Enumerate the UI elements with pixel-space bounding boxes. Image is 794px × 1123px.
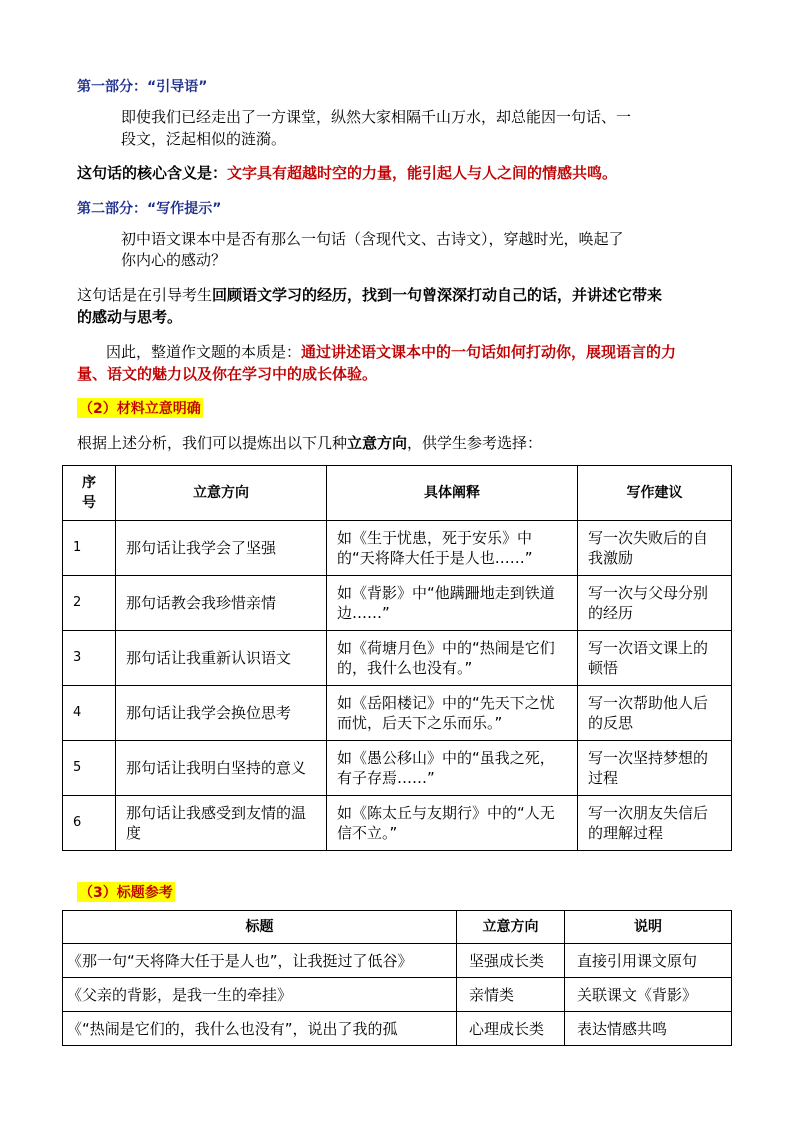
core-meaning <box>77 162 617 183</box>
row-note: 表达情感共鸣 <box>565 1012 732 1046</box>
table-row <box>63 741 732 796</box>
row-direction: 那句话让我感受到友情的温度 <box>116 796 327 851</box>
table-row <box>63 631 732 686</box>
essence-prefix: 因此，整道作文题的本质是： <box>106 343 302 361</box>
row-advice: 写一次失败后的自我激励 <box>578 521 732 576</box>
row-explain: 如《背影》中“他蹒跚地走到铁道边……” <box>327 576 578 631</box>
header-direction: 立意方向 <box>457 911 565 944</box>
direction-table <box>62 465 732 851</box>
row-direction: 那句话让我学会了坚强 <box>116 521 327 576</box>
header-note: 说明 <box>565 911 732 944</box>
essence-red1: 通过讲述语文课本中的一句话如何打动你，展现语言的力 <box>301 343 677 361</box>
row-advice: 写一次帮助他人后的反思 <box>578 686 732 741</box>
table-row <box>63 978 732 1012</box>
row-explain: 如《荷塘月色》中的“热闹是它们的，我什么也没有。” <box>327 631 578 686</box>
row-direction: 那句话让我明白坚持的意义 <box>116 741 327 796</box>
table-row <box>63 576 732 631</box>
header-title: 标题 <box>63 911 457 944</box>
part2-quote-line1: 初中语文课本中是否有那么一句话（含现代文、古诗文），穿越时光，唤起了 <box>121 230 624 248</box>
row-title: 《父亲的背影，是我一生的牵挂》 <box>63 978 457 1012</box>
section3-heading: （3）标题参考 <box>77 882 175 902</box>
row-no: 3 <box>63 631 116 686</box>
part2-quote-line2: 你内心的感动？ <box>121 251 227 269</box>
row-direction: 那句话让我学会换位思考 <box>116 686 327 741</box>
section2-intro <box>77 432 542 453</box>
part1-quote-line2: 段文，泛起相似的涟漪。 <box>121 130 287 148</box>
essence-line1 <box>106 341 676 362</box>
row-no: 1 <box>63 521 116 576</box>
direction-table-header <box>63 466 732 521</box>
header-direction: 立意方向 <box>116 466 327 521</box>
part1-label: 第一部分： <box>77 79 147 95</box>
core-label: 这句话的核心含义是： <box>77 164 228 182</box>
part1-heading <box>77 76 207 96</box>
row-no: 6 <box>63 796 116 851</box>
row-direction: 那句话让我重新认识语文 <box>116 631 327 686</box>
row-direction: 亲情类 <box>457 978 565 1012</box>
header-explain: 具体阐释 <box>327 466 578 521</box>
row-no: 2 <box>63 576 116 631</box>
guide-bold2: 的感动与思考。 <box>77 308 183 326</box>
title-table-header <box>63 911 732 944</box>
title-table <box>62 910 732 1046</box>
row-note: 关联课文《背影》 <box>565 978 732 1012</box>
part2-title: “写作提示” <box>147 201 222 217</box>
row-explain: 如《愚公移山》中的“虽我之死，有子存焉……” <box>327 741 578 796</box>
row-no: 5 <box>63 741 116 796</box>
guide-prefix: 这句话是在引导考生 <box>77 286 213 304</box>
table-row <box>63 796 732 851</box>
part1-title: “引导语” <box>147 79 208 95</box>
intro-prefix: 根据上述分析，我们可以提炼出以下几种 <box>77 434 348 452</box>
part2-label: 第二部分： <box>77 201 147 217</box>
essence-red2: 量、语文的魅力以及你在学习中的成长体验。 <box>77 365 378 383</box>
table-row <box>63 944 732 978</box>
row-title: 《“热闹是它们的，我什么也没有”，说出了我的孤 <box>63 1012 457 1046</box>
row-direction: 心理成长类 <box>457 1012 565 1046</box>
row-no: 4 <box>63 686 116 741</box>
table-row <box>63 521 732 576</box>
row-explain: 如《岳阳楼记》中的“先天下之忧而忧，后天下之乐而乐。” <box>327 686 578 741</box>
row-advice: 写一次与父母分别的经历 <box>578 576 732 631</box>
row-direction: 那句话教会我珍惜亲情 <box>116 576 327 631</box>
part1-quote-line1: 即使我们已经走出了一方课堂，纵然大家相隔千山万水，却总能因一句话、一 <box>121 108 632 126</box>
core-text: 文字具有超越时空的力量，能引起人与人之间的情感共鸣。 <box>227 164 618 182</box>
row-advice: 写一次坚持梦想的过程 <box>578 741 732 796</box>
row-explain: 如《生于忧患，死于安乐》中的“天将降大任于是人也……” <box>327 521 578 576</box>
row-advice: 写一次语文课上的顿悟 <box>578 631 732 686</box>
header-no: 序号 <box>63 466 116 521</box>
table-row <box>63 1012 732 1046</box>
row-title: 《那一句“天将降大任于是人也”，让我挺过了低谷》 <box>63 944 457 978</box>
intro-suffix: ，供学生参考选择： <box>407 434 543 452</box>
part2-heading <box>77 198 221 218</box>
intro-bold: 立意方向 <box>347 434 408 452</box>
row-direction: 坚强成长类 <box>457 944 565 978</box>
header-advice: 写作建议 <box>578 466 732 521</box>
section2-heading: （2）材料立意明确 <box>77 398 203 418</box>
row-advice: 写一次朋友失信后的理解过程 <box>578 796 732 851</box>
guide-line1 <box>77 284 662 305</box>
table-row <box>63 686 732 741</box>
guide-bold1: 回顾语文学习的经历，找到一句曾深深打动自己的话，并讲述它带来 <box>212 286 663 304</box>
row-explain: 如《陈太丘与友期行》中的“人无信不立。” <box>327 796 578 851</box>
row-note: 直接引用课文原句 <box>565 944 732 978</box>
